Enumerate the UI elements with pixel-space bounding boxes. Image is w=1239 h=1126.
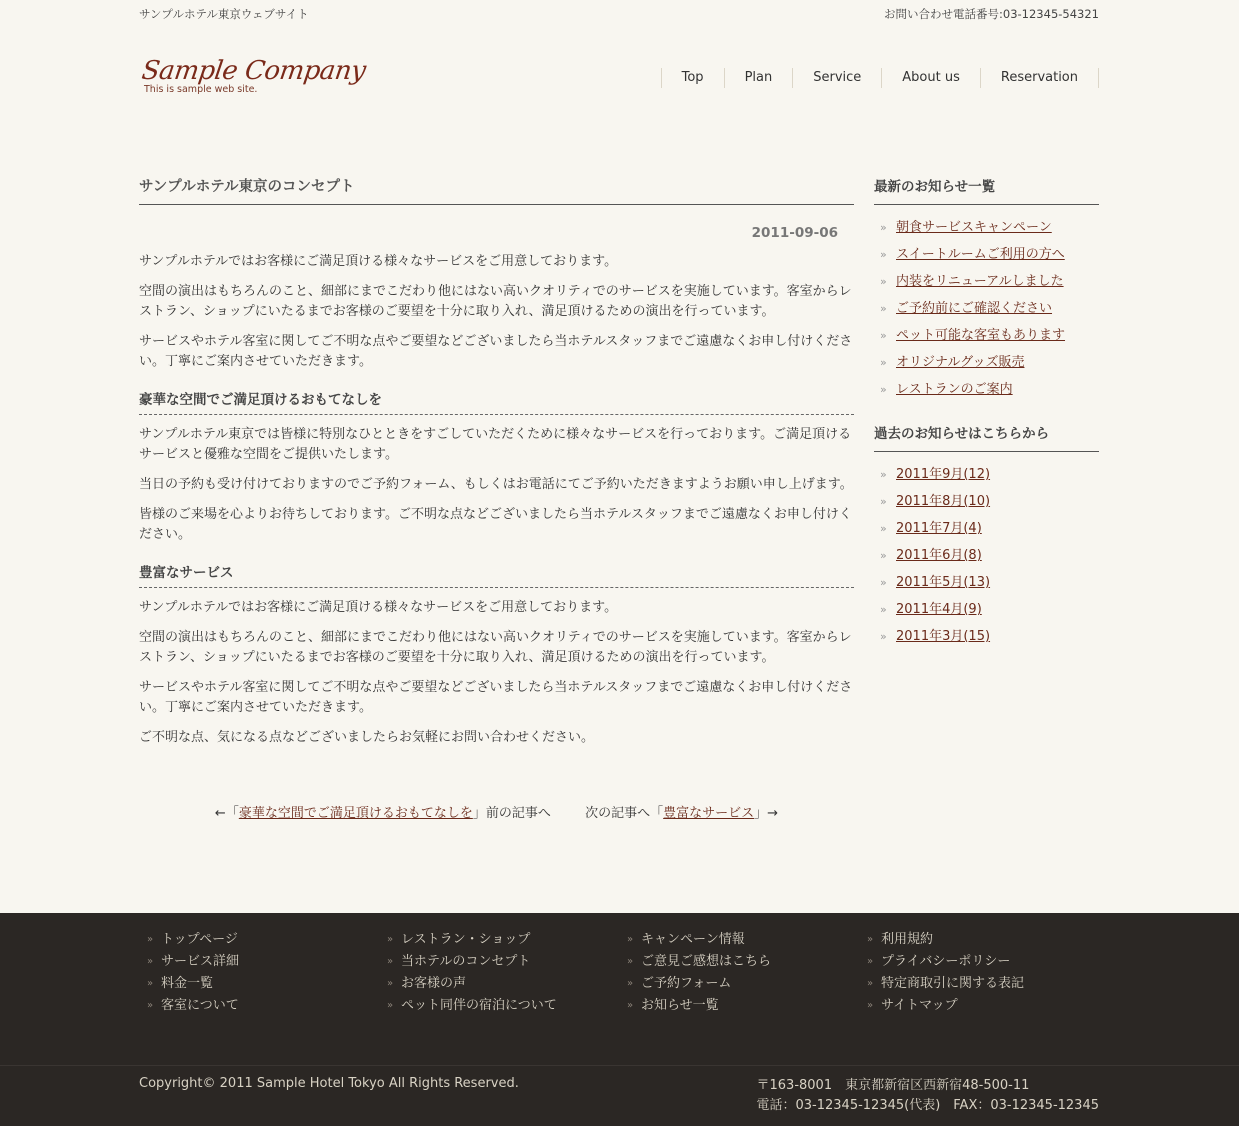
prev-suffix: 」前の記事へ (472, 806, 551, 821)
article-paragraph: サービスやホテル客室に関してご不明な点やご要望などございましたら当ホテルスタッフまでご遠慮なくお申し付けください。丁寧にご案内させていただきます。 (139, 680, 853, 715)
footer-column (867, 930, 1107, 1018)
site-tagline: サンプルホテル東京ウェブサイト (139, 7, 309, 21)
contact-phone: お問い合わせ電話番号:03-12345-54321 (884, 7, 1099, 21)
footer-link[interactable]: » 客室について (147, 996, 387, 1018)
news-link[interactable]: ペット可能な客室もあります (896, 328, 1066, 343)
nav-item-top[interactable]: Top (661, 68, 724, 88)
article-paragraph: サンプルホテルではお客様にご満足頂ける様々なサービスをご用意しております。 (139, 254, 618, 269)
article-paragraph: サンプルホテルではお客様にご満足頂ける様々なサービスをご用意しております。 (139, 600, 618, 615)
logo-name: Sample Company (139, 56, 368, 86)
footer-link[interactable]: » ご意見ご感想はこちら (627, 952, 867, 974)
article (139, 175, 854, 748)
footer-link[interactable]: » サイトマップ (867, 996, 1107, 1018)
news-link[interactable]: 朝食サービスキャンペーン (896, 220, 1052, 235)
footer-link[interactable]: » 利用規約 (867, 930, 1107, 952)
sidebar (874, 175, 1099, 654)
footer-link[interactable]: » 当ホテルのコンセプト (387, 952, 627, 974)
footer-link[interactable]: » 特定商取引に関する表記 (867, 974, 1107, 996)
news-link[interactable]: オリジナルグッズ販売 (896, 355, 1025, 370)
main-nav (661, 68, 1099, 88)
next-suffix: 」→ (754, 806, 779, 821)
news-link[interactable]: ご予約前にご確認ください (896, 301, 1053, 316)
list-item (874, 600, 1099, 627)
archive-link[interactable]: 2011年4月(9) (896, 602, 982, 617)
archive-link[interactable]: 2011年3月(15) (896, 629, 991, 644)
article-paragraph: 皆様のご来場を心よりお待ちしております。ご不明な点などございましたら当ホテルスタッフまでご遠慮なくお申し付けください。 (139, 507, 852, 542)
footer-link[interactable]: » トップページ (147, 930, 387, 952)
news-list (874, 218, 1099, 407)
footer-column (147, 930, 387, 1018)
news-link[interactable]: レストランのご案内 (896, 382, 1013, 397)
footer-link[interactable]: » プライバシーポリシー (867, 952, 1107, 974)
footer-link[interactable]: » お客様の声 (387, 974, 627, 996)
footer-link[interactable]: » ペット同伴の宿泊について (387, 996, 627, 1018)
footer-links (147, 930, 1107, 1018)
archive-link[interactable]: 2011年9月(12) (896, 467, 991, 482)
logo-subtitle: This is sample web site. (144, 84, 258, 95)
phone-fax: 電話：03-12345-12345(代表) FAX：03-12345-12345 (756, 1098, 1099, 1113)
news-link[interactable]: 内装をリニューアルしました (896, 274, 1064, 289)
list-item (874, 627, 1099, 654)
next-article-link[interactable]: 豊富なサービス (663, 806, 755, 821)
list-item (874, 519, 1099, 546)
list-item (874, 272, 1099, 299)
list-item (874, 546, 1099, 573)
top-bar (139, 6, 1099, 22)
footer-link[interactable]: » 料金一覧 (147, 974, 387, 996)
address: 〒163-8001 東京都新宿区西新宿48-500-11 (756, 1078, 1030, 1093)
list-item (874, 465, 1099, 492)
footer-link[interactable]: » サービス詳細 (147, 952, 387, 974)
footer-link[interactable]: » キャンペーン情報 (627, 930, 867, 952)
list-item (874, 299, 1099, 326)
article-paragraph: サンプルホテル東京では皆様に特別なひとときをすごしていただくために様々なサービスを行っております。ご満足頂けるサービスと優雅な空間をご提供いたします。 (139, 427, 852, 462)
archive-list (874, 465, 1099, 654)
footer-link[interactable]: » ご予約フォーム (627, 974, 867, 996)
nav-item-about-us[interactable]: About us (881, 68, 980, 88)
footer-column (387, 930, 627, 1018)
next-prefix: 次の記事へ「 (585, 806, 664, 821)
archive-link[interactable]: 2011年5月(13) (896, 575, 991, 590)
article-pager (139, 802, 854, 821)
nav-item-reservation[interactable]: Reservation (980, 68, 1099, 88)
article-date: 2011-09-06 (751, 225, 838, 241)
section-heading: 豪華な空間でご満足頂けるおもてなしを (139, 388, 854, 415)
nav-item-plan[interactable]: Plan (724, 68, 793, 88)
footer-divider (0, 1065, 1239, 1066)
list-item (874, 492, 1099, 519)
article-title: サンプルホテル東京のコンセプト (139, 175, 854, 205)
archive-list-title: 過去のお知らせはこちらから (874, 422, 1099, 452)
news-link[interactable]: スイートルームご利用の方へ (896, 247, 1065, 262)
footer-column (627, 930, 867, 1018)
list-item (874, 353, 1099, 380)
footer-link[interactable]: » レストラン・ショップ (387, 930, 627, 952)
list-item (874, 326, 1099, 353)
article-paragraph: ご不明な点、気になる点などございましたらお気軽にお問い合わせください。 (139, 730, 595, 745)
footer (0, 913, 1239, 1126)
list-item (874, 218, 1099, 245)
section-heading: 豊富なサービス (139, 561, 854, 588)
archive-link[interactable]: 2011年7月(4) (896, 521, 982, 536)
list-item (874, 245, 1099, 272)
footer-link[interactable]: » お知らせ一覧 (627, 996, 867, 1018)
prev-prefix: ←「 (214, 806, 239, 821)
article-paragraph: 空間の演出はもちろんのこと、細部にまでこだわり他にはない高いクオリティでのサービスを実施しています。客室からレストラン、ショップにいたるまでお客様のご要望を十分に取り入れ、満足頂けるための演出を行っています。 (139, 284, 852, 319)
archive-link[interactable]: 2011年8月(10) (896, 494, 991, 509)
news-list-title: 最新のお知らせ一覧 (874, 175, 1099, 205)
list-item (874, 380, 1099, 407)
site-logo[interactable] (139, 56, 368, 95)
footer-address-block (757, 1076, 1100, 1116)
list-item (874, 573, 1099, 600)
copyright: Copyright© 2011 Sample Hotel Tokyo All Rights Reserved. (139, 1076, 519, 1091)
nav-item-service[interactable]: Service (792, 68, 881, 88)
article-paragraph: サービスやホテル客室に関してご不明な点やご要望などございましたら当ホテルスタッフまでご遠慮なくお申し付けください。丁寧にご案内させていただきます。 (139, 334, 853, 369)
article-paragraph: 空間の演出はもちろんのこと、細部にまでこだわり他にはない高いクオリティでのサービスを実施しています。客室からレストラン、ショップにいたるまでお客様のご要望を十分に取り入れ、満足頂けるための演出を行っています。 (139, 630, 852, 665)
archive-link[interactable]: 2011年6月(8) (896, 548, 982, 563)
article-paragraph: 当日の予約も受け付けておりますのでご予約フォーム、もしくはお電話にてご予約いただきますようお願い申し上げます。 (139, 477, 853, 492)
prev-article-link[interactable]: 豪華な空間でご満足頂けるおもてなしを (238, 806, 473, 821)
